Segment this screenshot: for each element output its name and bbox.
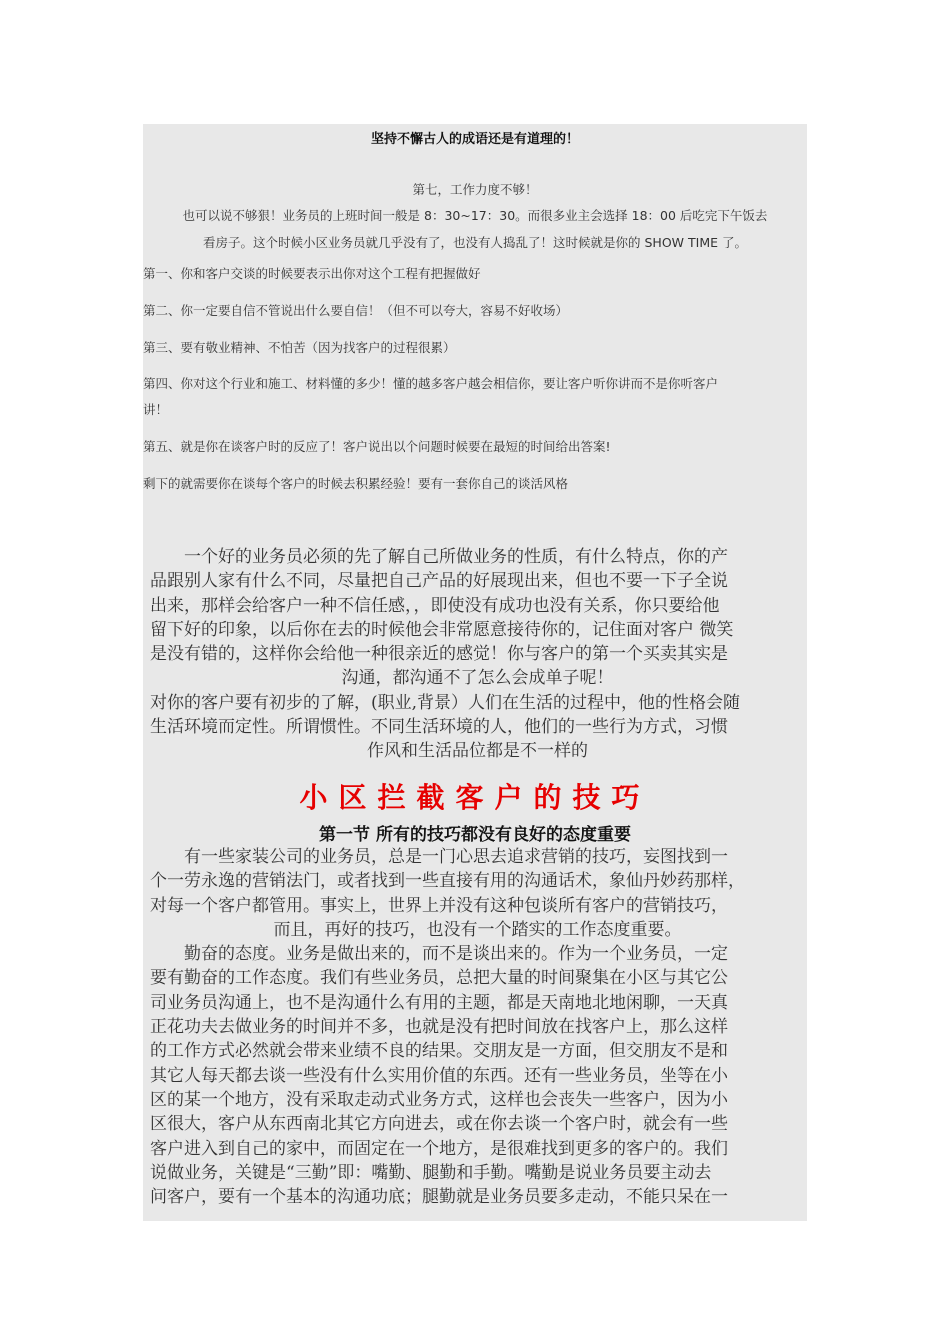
- point7-heading: 第七，工作力度不够！: [412, 182, 538, 197]
- text-line: 勤奋的态度。业务是做出来的，而不是谈出来的。作为一个业务员，一定: [184, 944, 728, 965]
- section-1-body: [150, 845, 805, 1209]
- paragraph-1: [150, 545, 805, 764]
- point7-line: 看房子。这个时候小区业务员就几乎没有了，也没有人捣乱了！这时候就是你的 SHOW TIME 了。: [203, 235, 747, 250]
- text-line: 对你的客户要有初步的了解，(职业,背景）人们在生活的过程中，他的性格会随: [150, 692, 741, 713]
- section-1-title: 第一节 所有的技巧都没有良好的态度重要: [319, 825, 631, 845]
- text-line: 生活环境而定性。所谓惯性。不同生活环境的人，他们的一些行为方式，习惯: [150, 717, 728, 738]
- text-line: 而且，再好的技巧，也没有一个踏实的工作态度重要。: [273, 919, 682, 940]
- text-line: 有一些家装公司的业务员，总是一门心思去追求营销的技巧，妄图找到一: [184, 847, 728, 867]
- list-item: 第五、就是你在谈客户时的反应了！客户说出以个问题时候要在最短的时间给出答案!: [143, 439, 611, 454]
- text-line: 区很大，客户从东西南北其它方向进去，或在你去谈一个客户时，就会有一些: [150, 1114, 728, 1135]
- list-item: 第一、你和客户交谈的时候要表示出你对这个工程有把握做好: [143, 266, 481, 281]
- text-line: 留下好的印象，以后你在去的时候他会非常愿意接待你的，记住面对客户 微笑: [150, 619, 734, 640]
- text-line: 说做业务，关键是“三勤”即：嘴勤、腿勤和手勤。嘴勤是说业务员要主动去: [150, 1162, 712, 1183]
- text-line: 沟通，都沟通不了怎么会成单子呢！: [341, 668, 614, 689]
- point7-paragraph: [143, 202, 807, 256]
- text-line: 的工作方式必然就会带来业绩不良的结果。交朋友是一方面，但交朋友不是和: [150, 1041, 728, 1062]
- red-section-title: 小区拦截客户的技巧: [299, 781, 651, 814]
- text-line: 要有勤奋的工作态度。我们有些业务员，总把大量的时间聚集在小区与其它公: [150, 968, 728, 989]
- text-line: 品跟别人家有什么不同，尽量把自己产品的好展现出来，但也不要一下子全说: [150, 571, 728, 592]
- text-line: 区的某一个地方，没有采取走动式业务方式，这样也会丧失一些客户，因为小: [150, 1089, 728, 1110]
- text-line: 对每一个客户都管用。事实上，世界上并没有这种包谈所有客户的营销技巧，: [150, 895, 728, 916]
- text-line: 司业务员沟通上，也不是沟通什么有用的主题，都是天南地北地闲聊，一天真: [150, 992, 728, 1013]
- text-line: 出来，那样会给客户一种不信任感，，即使没有成功也没有关系，你只要给他: [150, 595, 720, 616]
- text-line: 问客户，要有一个基本的沟通功底；腿勤就是业务员要多走动，不能只呆在一: [150, 1187, 728, 1208]
- box-title: 坚持不懈古人的成语还是有道理的！: [370, 132, 579, 147]
- text-line: 一个好的业务员必须的先了解自己所做业务的性质，有什么特点，你的产: [184, 547, 728, 567]
- text-line: 是没有错的，这样你会给他一种很亲近的感觉！你与客户的第一个买卖其实是: [150, 644, 728, 665]
- text-line: 其它人每天都去谈一些没有什么实用价值的东西。还有一些业务员，坐等在小: [150, 1065, 728, 1086]
- text-line: 正花功夫去做业务的时间并不多，也就是没有把时间放在找客户上，那么这样: [150, 1017, 728, 1038]
- text-line: 客户进入到自己的家中，而固定在一个地方，是很难找到更多的客户的。我们: [150, 1138, 728, 1159]
- text-line: 作风和生活品位都是不一样的: [367, 741, 588, 762]
- list-item: 第二、你一定要自信不管说出什么要自信！（但不可以夸大，容易不好收场）: [143, 303, 569, 318]
- point7-line: 也可以说不够狠！业务员的上班时间一般是 8：30~17：30。而很多业主会选择 18：00 后吃完下午饭去: [182, 208, 768, 223]
- text-line: 个一劳永逸的营销法门，或者找到一些直接有用的沟通话术，象仙丹妙药那样，: [150, 871, 745, 892]
- list-item: 第四、你对这个行业和施工、材料懂的多少！懂的越多客户越会相信你，要让客户听你讲而不是你听客户: [143, 376, 719, 391]
- list-item: 第三、要有敬业精神、不怕苦（因为找客户的过程很累）: [143, 340, 456, 355]
- list-item-cont: 讲！: [143, 402, 169, 417]
- list-item: 剩下的就需要你在谈每个客户的时候去积累经验！要有一套你自己的谈活风格: [143, 476, 569, 491]
